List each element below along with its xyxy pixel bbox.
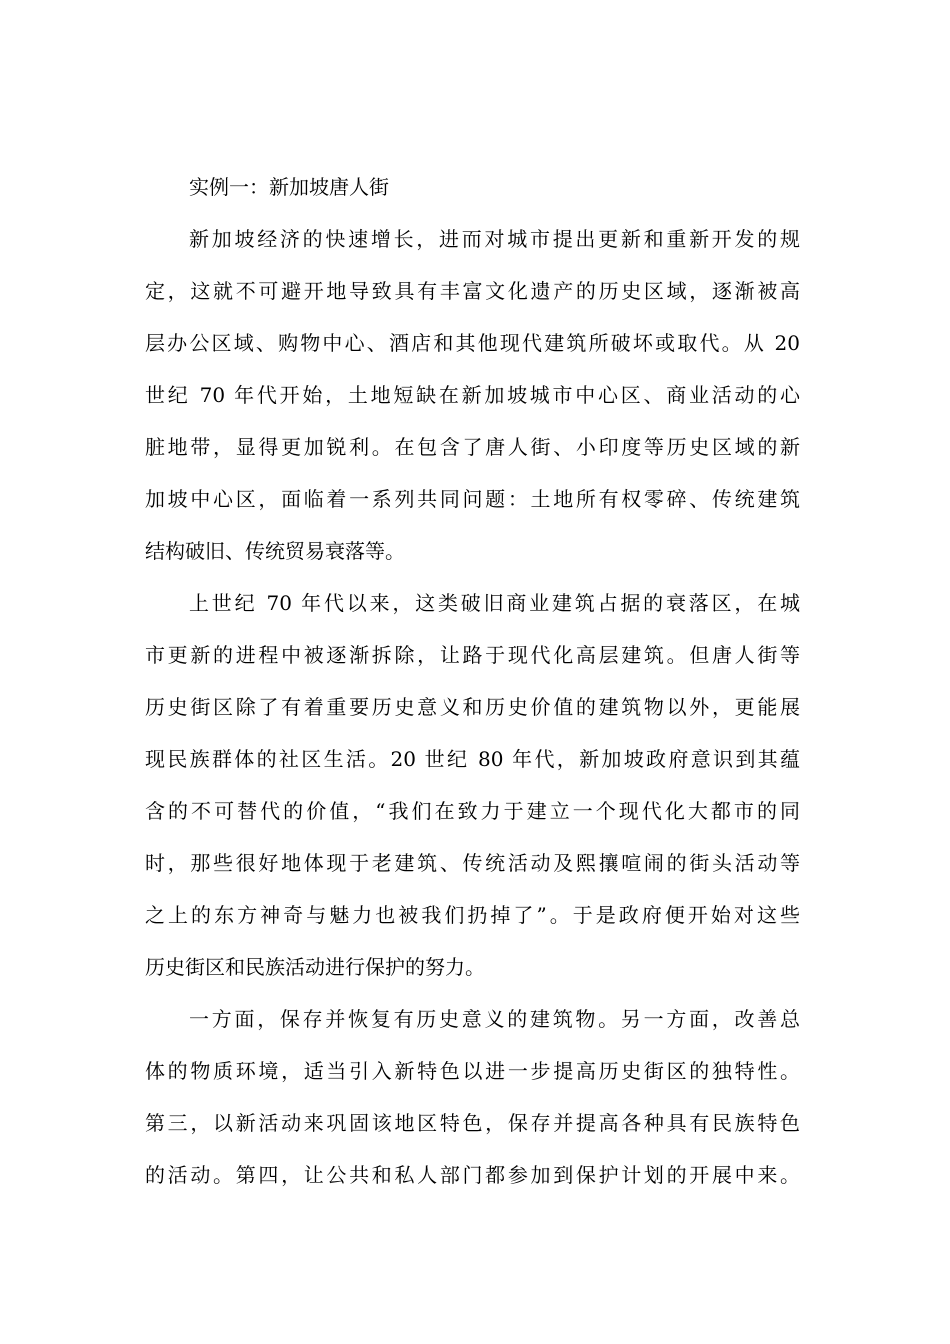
paragraph-2 <box>145 583 800 999</box>
paragraph-line: 体的物质环境，适当引入新特色以进一步提高历史街区的独特性。 <box>145 1059 800 1083</box>
paragraph-line: 脏地带，显得更加锐利。在包含了唐人街、小印度等历史区域的新 <box>145 435 800 459</box>
paragraph-line: 上世纪 70 年代以来，这类破旧商业建筑占据的衰落区，在城 <box>189 591 800 615</box>
document-body <box>145 167 800 1207</box>
paragraph-line: 历史街区除了有着重要历史意义和历史价值的建筑物以外，更能展 <box>145 695 800 719</box>
paragraph-line: 现民族群体的社区生活。20 世纪 80 年代，新加坡政府意识到其蕴 <box>145 747 800 771</box>
section-heading: 实例一：新加坡唐人街 <box>189 175 389 199</box>
paragraph-line: 世纪 70 年代开始，土地短缺在新加坡城市中心区、商业活动的心 <box>145 383 800 407</box>
paragraph-line: 之上的东方神奇与魅力也被我们扔掉了”。于是政府便开始对这些 <box>145 903 800 927</box>
paragraph-line: 市更新的进程中被逐渐拆除，让路于现代化高层建筑。但唐人街等 <box>145 643 800 667</box>
paragraph-line: 层办公区域、购物中心、酒店和其他现代建筑所破坏或取代。从 20 <box>145 331 800 355</box>
paragraph-1 <box>145 219 800 583</box>
paragraph-3 <box>145 999 800 1207</box>
paragraph-line: 定，这就不可避开地导致具有丰富文化遗产的历史区域，逐渐被高 <box>145 279 800 303</box>
paragraph-line: 加坡中心区，面临着一系列共同问题：土地所有权零碎、传统建筑 <box>145 487 800 511</box>
paragraph-line: 时，那些很好地体现于老建筑、传统活动及熙攘喧闹的街头活动等 <box>145 851 800 875</box>
paragraph-line: 含的不可替代的价值，“我们在致力于建立一个现代化大都市的同 <box>145 799 800 823</box>
paragraph-line: 结构破旧、传统贸易衰落等。 <box>145 539 405 563</box>
paragraph-line: 一方面，保存并恢复有历史意义的建筑物。另一方面，改善总 <box>189 1007 800 1031</box>
paragraph-line: 历史街区和民族活动进行保护的努力。 <box>145 955 485 979</box>
paragraph-line: 的活动。第四，让公共和私人部门都参加到保护计划的开展中来。 <box>145 1163 800 1187</box>
paragraph-line: 新加坡经济的快速增长，进而对城市提出更新和重新开发的规 <box>189 227 800 251</box>
paragraph-line: 第三，以新活动来巩固该地区特色，保存并提高各种具有民族特色 <box>145 1111 800 1135</box>
